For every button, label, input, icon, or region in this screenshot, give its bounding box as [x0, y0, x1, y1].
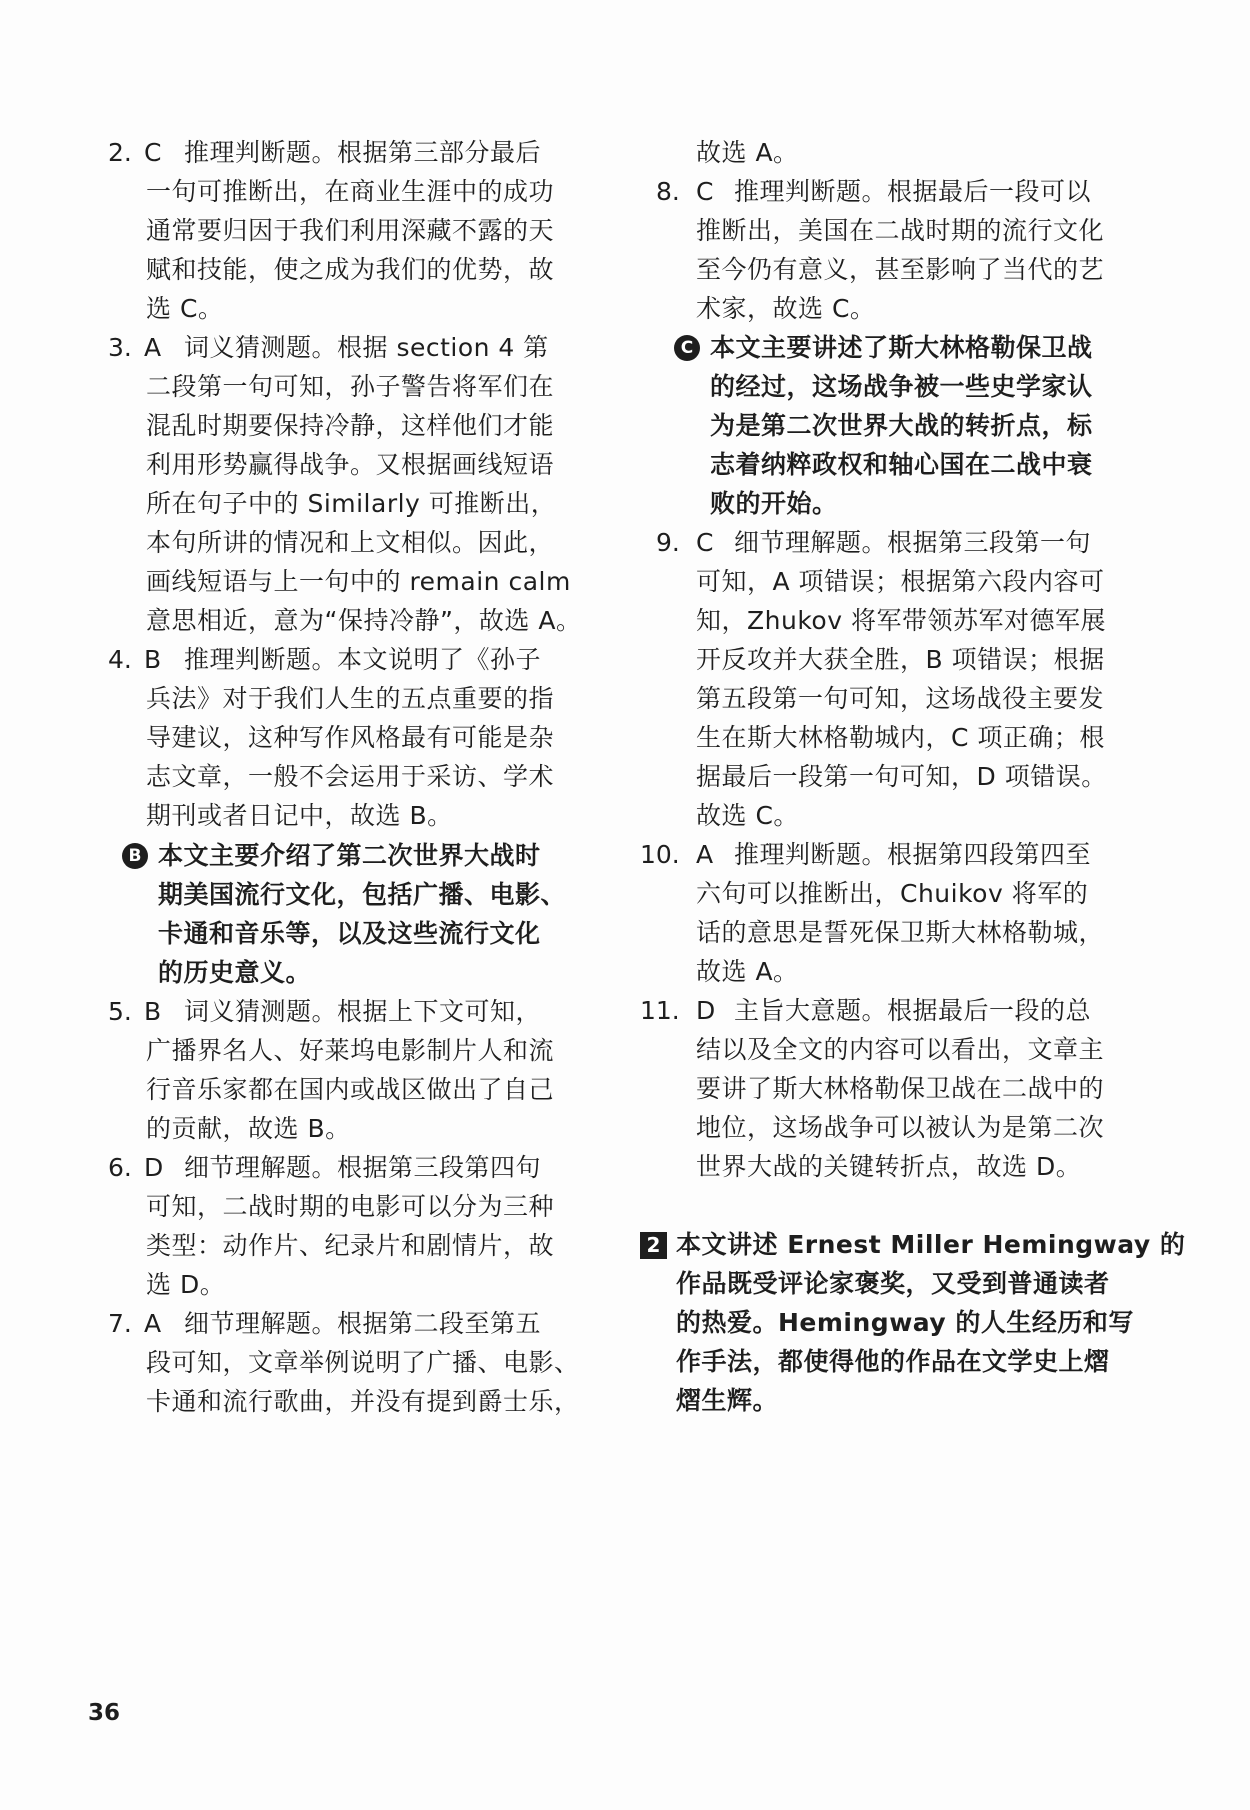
question-number: 6. — [108, 1153, 132, 1182]
explanation-line: 本句所讲的情况和上文相似。因此， — [146, 528, 555, 557]
explanation-line: 推断出，美国在二战时期的流行文化 — [696, 216, 1105, 245]
summary-line: 本文主要讲述了斯大林格勒保卫战 — [710, 333, 1093, 362]
explanation-line: 要讲了斯大林格勒保卫战在二战中的 — [696, 1074, 1105, 1103]
explanation-line: 开反攻并大获全胜，B 项错误；根据 — [696, 645, 1105, 674]
explanation-line: 词义猜测题。根据 section 4 第 — [184, 333, 549, 362]
explanation-line: 细节理解题。根据第三段第一句 — [734, 528, 1092, 557]
explanation-line: 广播界名人、好莱坞电影制片人和流 — [146, 1036, 555, 1065]
answer-letter: A — [144, 1309, 162, 1338]
explanation-line: 二段第一句可知，孙子警告将军们在 — [146, 372, 555, 401]
question-number: 3. — [108, 333, 132, 362]
explanation-line: 细节理解题。根据第三段第四句 — [184, 1153, 542, 1182]
explanation-line: 至今仍有意义，甚至影响了当代的艺 — [696, 255, 1105, 284]
summary-line: 志着纳粹政权和轴心国在二战中衰 — [710, 450, 1093, 479]
summary-line: 作品既受评论家褒奖，又受到普通读者 — [676, 1269, 1110, 1298]
question-number: 7. — [108, 1309, 132, 1338]
summary-line: 为是第二次世界大战的转折点，标 — [710, 411, 1093, 440]
answer-letter: D — [144, 1153, 164, 1182]
explanation-line: 地位，这场战争可以被认为是第二次 — [696, 1113, 1105, 1142]
explanation-line: 故选 A。 — [696, 957, 799, 986]
explanation-line: 主旨大意题。根据最后一段的总 — [734, 996, 1092, 1025]
explanation-line: 利用形势赢得战争。又根据画线短语 — [146, 450, 555, 479]
explanation-line: 的贡献，故选 B。 — [146, 1114, 351, 1143]
explanation-line: 意思相近，意为“保持冷静”，故选 A。 — [146, 606, 582, 635]
summary-line: 卡通和音乐等，以及这些流行文化 — [158, 919, 541, 948]
answer-letter: B — [144, 645, 162, 674]
explanation-line: 选 C。 — [146, 294, 224, 323]
section-badge: B — [122, 843, 148, 869]
section-badge: C — [674, 335, 700, 361]
explanation-line: 可知，A 项错误；根据第六段内容可 — [696, 567, 1105, 596]
explanation-line: 话的意思是誓死保卫斯大林格勒城， — [696, 918, 1105, 947]
page-number: 36 — [88, 1700, 121, 1726]
explanation-line: 推理判断题。根据第三部分最后 — [184, 138, 542, 167]
explanation-line: 词义猜测题。根据上下文可知， — [184, 997, 542, 1026]
summary-line: 败的开始。 — [710, 489, 838, 518]
explanation-line: 可知，二战时期的电影可以分为三种 — [146, 1192, 555, 1221]
summary-line: 熠生辉。 — [676, 1386, 779, 1415]
explanation-line: 卡通和流行歌曲，并没有提到爵士乐， — [146, 1387, 580, 1416]
answer-letter: A — [144, 333, 162, 362]
answer-letter: A — [696, 840, 714, 869]
answer-letter: D — [696, 996, 716, 1025]
answer-letter: C — [144, 138, 162, 167]
explanation-line: 推理判断题。根据第四段第四至 — [734, 840, 1092, 869]
explanation-line: 结以及全文的内容可以看出，文章主 — [696, 1035, 1105, 1064]
question-number: 11. — [640, 996, 680, 1025]
explanation-line: 推理判断题。本文说明了《孙子 — [184, 645, 542, 674]
explanation-line: 志文章，一般不会运用于采访、学术 — [146, 762, 555, 791]
explanation-line: 赋和技能，使之成为我们的优势，故 — [146, 255, 555, 284]
question-number: 10. — [640, 840, 680, 869]
question-number: 8. — [656, 177, 680, 206]
explanation-line: 段可知，文章举例说明了广播、电影、 — [146, 1348, 580, 1377]
explanation-line: 一句可推断出，在商业生涯中的成功 — [146, 177, 555, 206]
explanation-line: 行音乐家都在国内或战区做出了自己 — [146, 1075, 555, 1104]
explanation-line: 第五段第一句可知，这场战役主要发 — [696, 684, 1105, 713]
explanation-line: 生在斯大林格勒城内，C 项正确；根 — [696, 723, 1105, 752]
summary-line: 本文讲述 Ernest Miller Hemingway 的 — [676, 1230, 1186, 1259]
explanation-line: 故选 C。 — [696, 801, 799, 830]
explanation-line: 术家，故选 C。 — [696, 294, 876, 323]
explanation-line: 细节理解题。根据第二段至第五 — [184, 1309, 542, 1338]
explanation-line: 类型：动作片、纪录片和剧情片，故 — [146, 1231, 555, 1260]
summary-line: 的历史意义。 — [158, 958, 312, 987]
summary-line: 的热爱。Hemingway 的人生经历和写 — [676, 1308, 1134, 1337]
explanation-line: 推理判断题。根据最后一段可以 — [734, 177, 1092, 206]
explanation-line: 混乱时期要保持冷静，这样他们才能 — [146, 411, 555, 440]
explanation-line: 画线短语与上一句中的 remain calm — [146, 567, 571, 596]
summary-line: 的经过，这场战争被一些史学家认 — [710, 372, 1093, 401]
question-number: 4. — [108, 645, 132, 674]
answer-letter: C — [696, 528, 714, 557]
explanation-line: 兵法》对于我们人生的五点重要的指 — [146, 684, 555, 713]
question-number: 9. — [656, 528, 680, 557]
explanation-line: 导建议，这种写作风格最有可能是杂 — [146, 723, 555, 752]
explanation-line: 故选 A。 — [696, 138, 799, 167]
explanation-line: 选 D。 — [146, 1270, 226, 1299]
explanation-line: 通常要归因于我们利用深藏不露的天 — [146, 216, 555, 245]
section-number-badge: 2 — [640, 1232, 667, 1259]
explanation-line: 六句可以推断出，Chuikov 将军的 — [696, 879, 1089, 908]
summary-line: 本文主要介绍了第二次世界大战时 — [158, 841, 541, 870]
explanation-line: 所在句子中的 Similarly 可推断出， — [146, 489, 557, 518]
summary-line: 作手法，都使得他的作品在文学史上熠 — [676, 1347, 1110, 1376]
explanation-line: 世界大战的关键转折点，故选 D。 — [696, 1152, 1082, 1181]
explanation-line: 期刊或者日记中，故选 B。 — [146, 801, 453, 830]
question-number: 5. — [108, 997, 132, 1026]
question-number: 2. — [108, 138, 132, 167]
answer-letter: B — [144, 997, 162, 1026]
explanation-line: 据最后一段第一句可知，D 项错误。 — [696, 762, 1107, 791]
answer-letter: C — [696, 177, 714, 206]
summary-line: 期美国流行文化，包括广播、电影、 — [158, 880, 567, 909]
explanation-line: 知，Zhukov 将军带领苏军对德军展 — [696, 606, 1106, 635]
